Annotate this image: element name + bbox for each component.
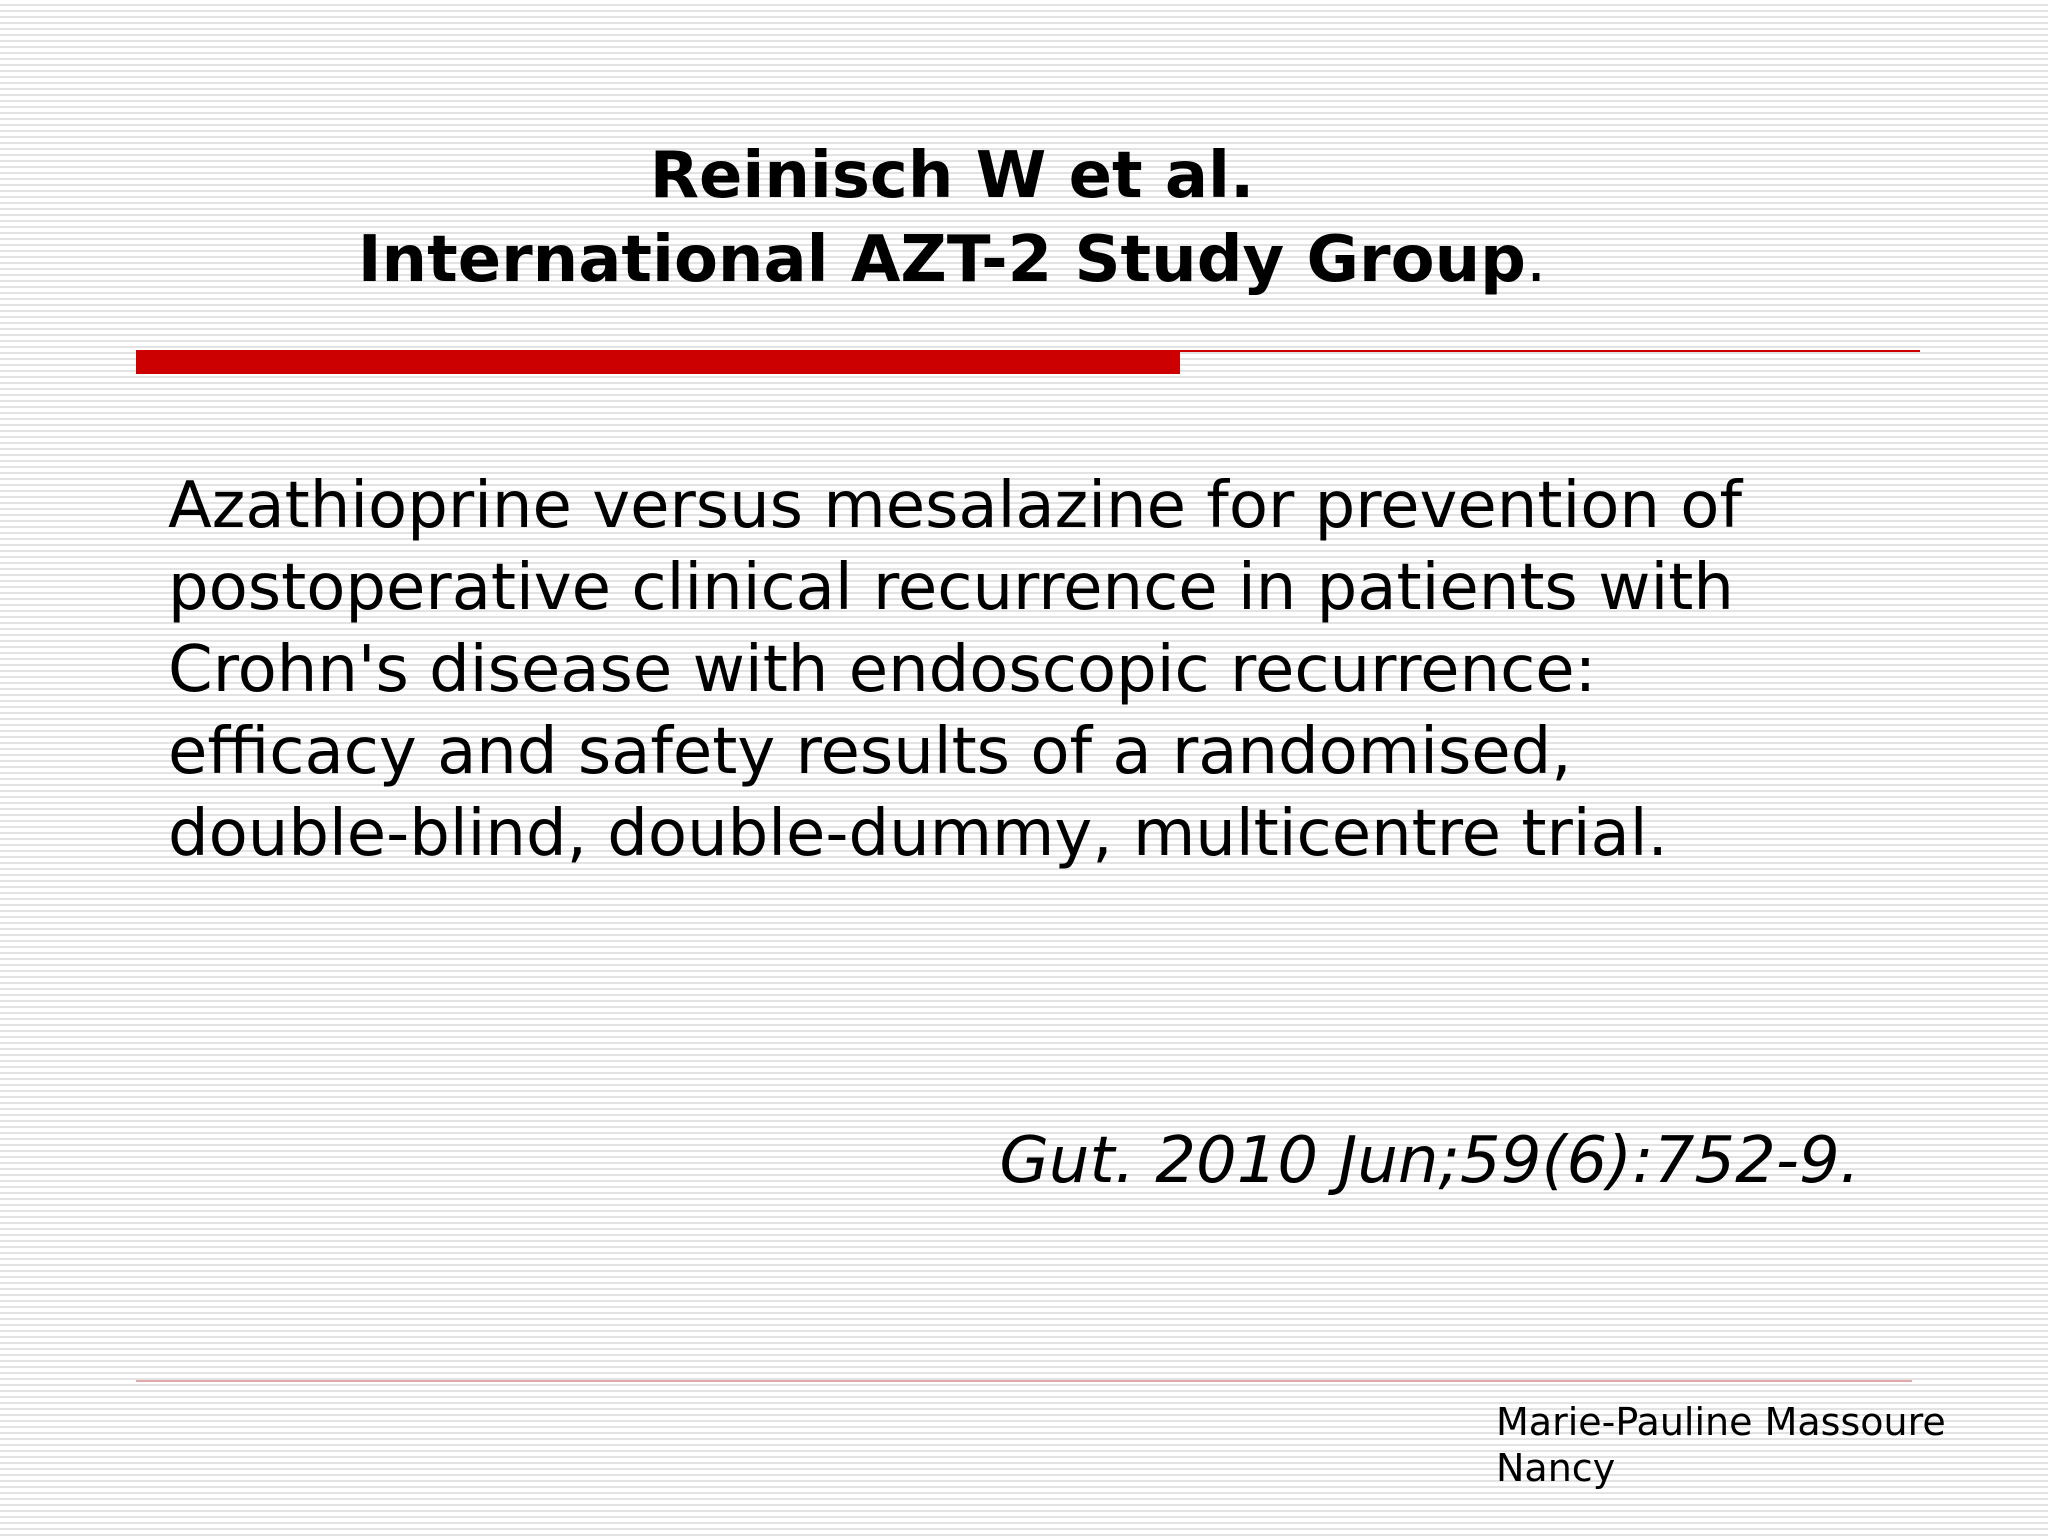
title-line-authors: Reinisch W et al. bbox=[649, 139, 1255, 213]
footer-divider bbox=[136, 1380, 1912, 1382]
paper-title-text bbox=[168, 465, 1928, 875]
title-underline-thick bbox=[136, 350, 1180, 374]
paper-title-line: efficacy and safety results of a randomised, bbox=[168, 715, 1572, 789]
paper-title-line: Azathioprine versus mesalazine for prevention of bbox=[168, 469, 1742, 543]
title-group-name: International AZT-2 Study Group bbox=[357, 223, 1526, 297]
slide-title bbox=[0, 134, 1904, 302]
presenter-city: Nancy bbox=[1496, 1446, 1616, 1490]
paper-title-line: double-blind, double-dummy, multicentre trial. bbox=[168, 797, 1668, 871]
title-period: . bbox=[1525, 223, 1547, 297]
paper-title-line: postoperative clinical recurrence in patients with bbox=[168, 551, 1734, 625]
presenter-name: Marie-Pauline Massoure bbox=[1496, 1400, 1946, 1444]
journal-citation: Gut. 2010 Jun;59(6):752-9. bbox=[999, 1124, 1860, 1198]
footer-presenter bbox=[1496, 1399, 1946, 1491]
title-line-group bbox=[0, 218, 1904, 302]
title-underline-thin bbox=[1180, 350, 1920, 352]
paper-title-line: Crohn's disease with endoscopic recurrence: bbox=[168, 633, 1597, 707]
